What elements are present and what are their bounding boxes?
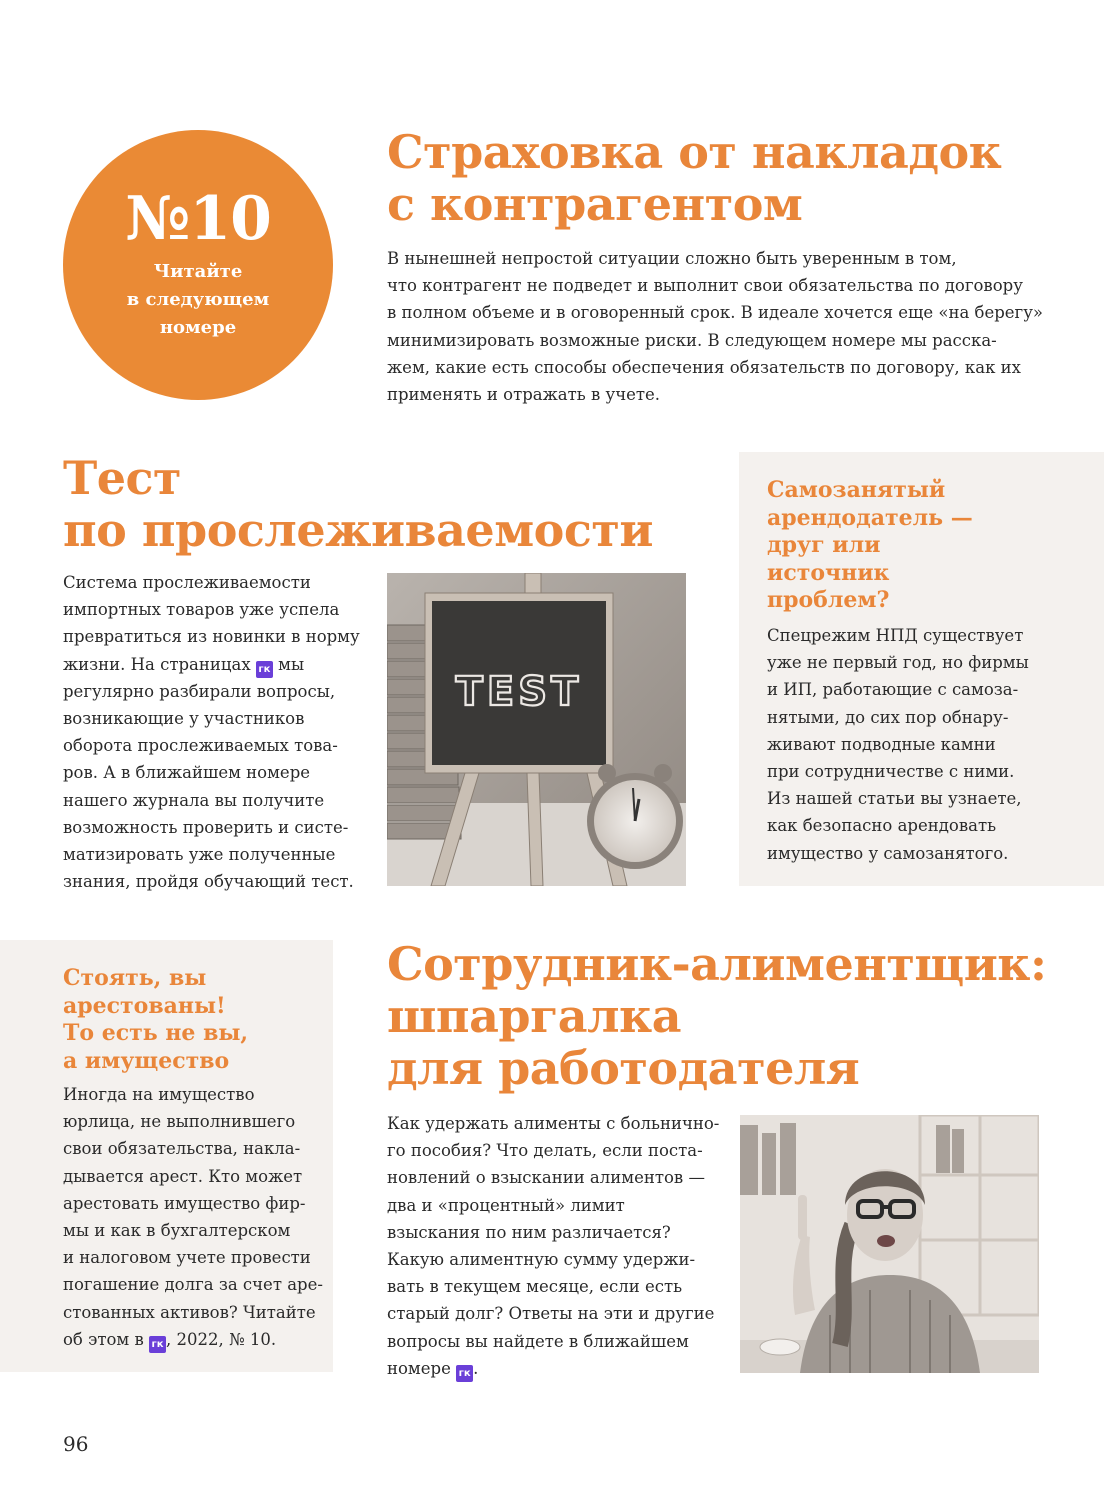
article-traceability-body: Система прослеживаемости импортных товаров уже успела превратиться из новинки в норму жизни. На страницах гк мы регулярно разбирали вопросы, возникающие у участников оборота прослеживаемых това- ров. А в ближайшем номере нашего журнала вы получите возможность проверить и систе- матизировать уже полученные знания, пройдя обучающий тест. [63,573,360,892]
issue-badge [63,130,333,400]
article-insurance [387,126,1087,408]
article-alimony-title-block [387,938,1087,1094]
blackboard-text: TEST [455,669,583,715]
article-insurance-title: Страховка от накладок с контрагентом [387,125,1002,231]
gk-logo-icon: гк [256,661,273,678]
article-arrest-title: Стоять, вы арестованы! То есть не вы, а имущество [63,965,249,1074]
sidebar-panel-arrest [0,940,333,1372]
badge-caption: Читайте в следующем номере [126,261,270,338]
article-alimony-title: Сотрудник-алиментщик: шпаргалка для работодателя [387,937,1047,1095]
gk-logo-icon: гк [149,1336,166,1353]
sidebar-panel-self-employed [739,452,1104,886]
issue-number: №10 [125,184,271,254]
article-self-employed-body: Спецрежим НПД существует уже не первый год, но фирмы и ИП, работающие с самоза- нятыми, до сих пор обнару- живают подводные камни при сотрудничестве с ними. Из нашей статьи вы узнаете, как безопасно арендовать имущество у самозанятого. [767,626,1029,863]
article-self-employed-title: Самозанятый арендодатель — друг или источник проблем? [767,477,973,613]
article-arrest-body: Иногда на имущество юрлица, не выполнившего свои обязательства, накла- дывается арест. Кто может арестовать имущество фир- мы и как в бухгалтерском и налоговом учете провести погашение долга за счет аре- стованных активов? Читайте об этом в гк , 2022, № 10. [63,1081,328,1353]
article-traceability-title-block [63,452,703,556]
article-traceability-title: Тест по прослеживаемости [63,451,653,557]
page-number: 96 [63,1432,89,1456]
article-insurance-body: В нынешней непростой ситуации сложно быть уверенным в том, что контрагент не подведет и выполнит свои обязательства по договору в полном объеме и в оговоренный срок. В идеале хочется еще «на берегу» минимизировать возможные риски. В следующем номере мы расска- жем, какие есть способы обеспечения обязательств по договору, как их применять и отражать в учете. [387,249,1043,405]
gk-logo-icon: гк [456,1365,473,1382]
article-alimony-body: Как удержать алименты с больнично- го пособия? Что делать, если поста- новлений о взыскании алиментов — два и «процентный» лимит взыскания по ним различается? Какую алиментную сумму удержи- вать в текущем месяце, если есть старый долг? Ответы на эти и другие вопросы вы найдете в ближайшем номере гк . [387,1110,727,1382]
test-blackboard-photo [387,573,686,886]
woman-photo [740,1115,1039,1373]
